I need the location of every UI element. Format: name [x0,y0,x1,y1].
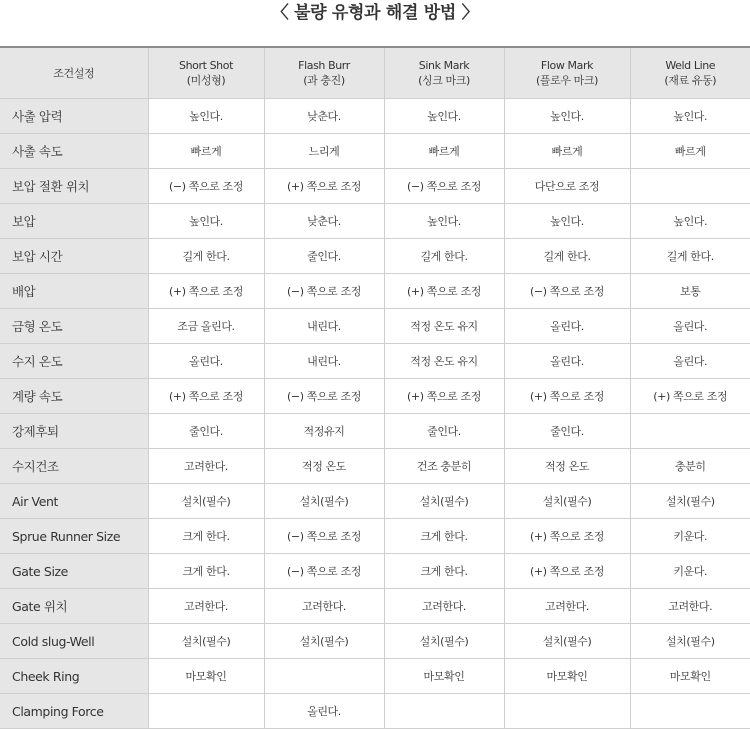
table-cell: 마모확인 [504,659,630,694]
table-cell: 고려한다. [630,589,750,624]
table-cell: 높인다. [504,99,630,134]
header-label: Flash Burr [265,58,384,73]
header-label: Weld Line [631,58,750,73]
table-cell: 적정 온도 유지 [384,309,504,344]
defect-solution-table [0,46,750,729]
table-cell: 올린다. [504,344,630,379]
header-sublabel: (과 충진) [265,73,384,88]
table-cell: 적정 온도 [264,449,384,484]
row-condition-label: 배압 [0,274,148,309]
header-sublabel: (플로우 마크) [505,73,630,88]
table-cell: 길게 한다. [630,239,750,274]
header-condition-setting [0,47,148,99]
table-cell: (+) 쪽으로 조정 [504,554,630,589]
table-cell: 다단으로 조정 [504,169,630,204]
table-cell: 설치(필수) [630,484,750,519]
table-cell: 줄인다. [384,414,504,449]
table-row [0,344,750,379]
row-condition-label: Gate Size [0,554,148,589]
row-condition-label: 보압 절환 위치 [0,169,148,204]
row-condition-label: 보압 [0,204,148,239]
table-cell: 설치(필수) [148,484,264,519]
table-row [0,239,750,274]
table-cell: 조금 올린다. [148,309,264,344]
row-condition-label: 계량 속도 [0,379,148,414]
table-row [0,379,750,414]
page-title: 〈 불량 유형과 해결 방법 〉 [0,0,750,30]
table-cell: 크게 한다. [148,519,264,554]
table-cell: 고려한다. [148,589,264,624]
table-cell: 크게 한다. [148,554,264,589]
table-row [0,554,750,589]
row-condition-label: Gate 위치 [0,589,148,624]
row-condition-label: 사출 속도 [0,134,148,169]
header-sublabel: (미성형) [149,73,264,88]
table-cell: 빠르게 [504,134,630,169]
table-cell: 마모확인 [148,659,264,694]
table-header [0,47,750,99]
row-condition-label: 보압 시간 [0,239,148,274]
table-cell: 높인다. [148,99,264,134]
header-defect-type [264,47,384,99]
table-row [0,169,750,204]
table-row [0,694,750,729]
table-cell: 올린다. [504,309,630,344]
table-cell: 올린다. [630,344,750,379]
table-cell: 줄인다. [264,239,384,274]
table-cell: 빠르게 [148,134,264,169]
table-cell: 길게 한다. [504,239,630,274]
table-cell [504,694,630,729]
table-cell: 설치(필수) [148,624,264,659]
table-cell: 설치(필수) [264,624,384,659]
row-condition-label: Sprue Runner Size [0,519,148,554]
table-cell: 높인다. [148,204,264,239]
row-condition-label: Air Vent [0,484,148,519]
table-cell: 높인다. [630,204,750,239]
table-cell: 느리게 [264,134,384,169]
table-cell: 설치(필수) [384,624,504,659]
table-cell [630,414,750,449]
table-cell [264,659,384,694]
table-row [0,519,750,554]
table-cell: 설치(필수) [630,624,750,659]
table-cell: (−) 쪽으로 조정 [148,169,264,204]
row-condition-label: 금형 온도 [0,309,148,344]
row-condition-label: 수지 온도 [0,344,148,379]
header-sublabel: (싱크 마크) [385,73,504,88]
header-sublabel: (재료 유동) [631,73,750,88]
table-cell [148,694,264,729]
header-label: Short Shot [149,58,264,73]
table-cell: (−) 쪽으로 조정 [264,274,384,309]
table-row [0,624,750,659]
table-cell: (+) 쪽으로 조정 [264,169,384,204]
header-label: Flow Mark [505,58,630,73]
table-cell: 줄인다. [504,414,630,449]
row-condition-label: 사출 압력 [0,99,148,134]
table-cell: 빠르게 [384,134,504,169]
header-label: Sink Mark [385,58,504,73]
table-cell: 설치(필수) [384,484,504,519]
table-cell: (+) 쪽으로 조정 [148,379,264,414]
table-cell: 키운다. [630,554,750,589]
header-row [0,47,750,99]
table-cell: (−) 쪽으로 조정 [264,519,384,554]
defect-solution-table-container [0,46,750,729]
table-cell: 충분히 [630,449,750,484]
table-cell: 고려한다. [384,589,504,624]
table-cell: (+) 쪽으로 조정 [504,519,630,554]
table-cell: 키운다. [630,519,750,554]
row-condition-label: Cheek Ring [0,659,148,694]
table-cell: 내린다. [264,344,384,379]
table-cell: 올린다. [630,309,750,344]
table-body [0,99,750,729]
row-condition-label: 수지건조 [0,449,148,484]
table-cell: (+) 쪽으로 조정 [384,379,504,414]
table-cell: 줄인다. [148,414,264,449]
table-row [0,204,750,239]
table-cell: 길게 한다. [148,239,264,274]
header-defect-type [148,47,264,99]
table-cell: 빠르게 [630,134,750,169]
table-row [0,99,750,134]
row-condition-label: Cold slug-Well [0,624,148,659]
table-cell [630,169,750,204]
row-condition-label: 강제후퇴 [0,414,148,449]
table-row [0,414,750,449]
table-cell: 마모확인 [630,659,750,694]
table-cell: 크게 한다. [384,554,504,589]
table-row [0,484,750,519]
table-row [0,659,750,694]
table-cell: (−) 쪽으로 조정 [504,274,630,309]
table-cell [630,694,750,729]
table-row [0,274,750,309]
table-row [0,449,750,484]
table-cell: 올린다. [148,344,264,379]
table-cell: 높인다. [384,204,504,239]
table-row [0,309,750,344]
row-condition-label: Clamping Force [0,694,148,729]
table-cell: 낮춘다. [264,204,384,239]
table-cell: (+) 쪽으로 조정 [630,379,750,414]
table-cell: 설치(필수) [504,624,630,659]
table-cell: 낮춘다. [264,99,384,134]
table-row [0,134,750,169]
header-label: 조건설정 [0,66,148,81]
table-cell: 적정 온도 유지 [384,344,504,379]
header-defect-type [384,47,504,99]
table-cell: 적정유지 [264,414,384,449]
table-cell: (+) 쪽으로 조정 [384,274,504,309]
table-cell: 설치(필수) [504,484,630,519]
header-defect-type [630,47,750,99]
table-cell: (−) 쪽으로 조정 [264,554,384,589]
table-cell: 적정 온도 [504,449,630,484]
table-cell: 보통 [630,274,750,309]
table-cell: 높인다. [630,99,750,134]
table-cell: 올린다. [264,694,384,729]
table-cell: 높인다. [504,204,630,239]
table-cell: 길게 한다. [384,239,504,274]
table-cell: (−) 쪽으로 조정 [264,379,384,414]
table-cell: 크게 한다. [384,519,504,554]
table-cell: (+) 쪽으로 조정 [504,379,630,414]
table-cell: 고려한다. [264,589,384,624]
header-defect-type [504,47,630,99]
table-cell [384,694,504,729]
table-cell: 내린다. [264,309,384,344]
table-cell: 마모확인 [384,659,504,694]
table-cell: 설치(필수) [264,484,384,519]
table-cell: (−) 쪽으로 조정 [384,169,504,204]
table-row [0,589,750,624]
table-cell: 고려한다. [148,449,264,484]
table-cell: 고려한다. [504,589,630,624]
table-cell: 높인다. [384,99,504,134]
table-cell: (+) 쪽으로 조정 [148,274,264,309]
table-cell: 건조 충분히 [384,449,504,484]
